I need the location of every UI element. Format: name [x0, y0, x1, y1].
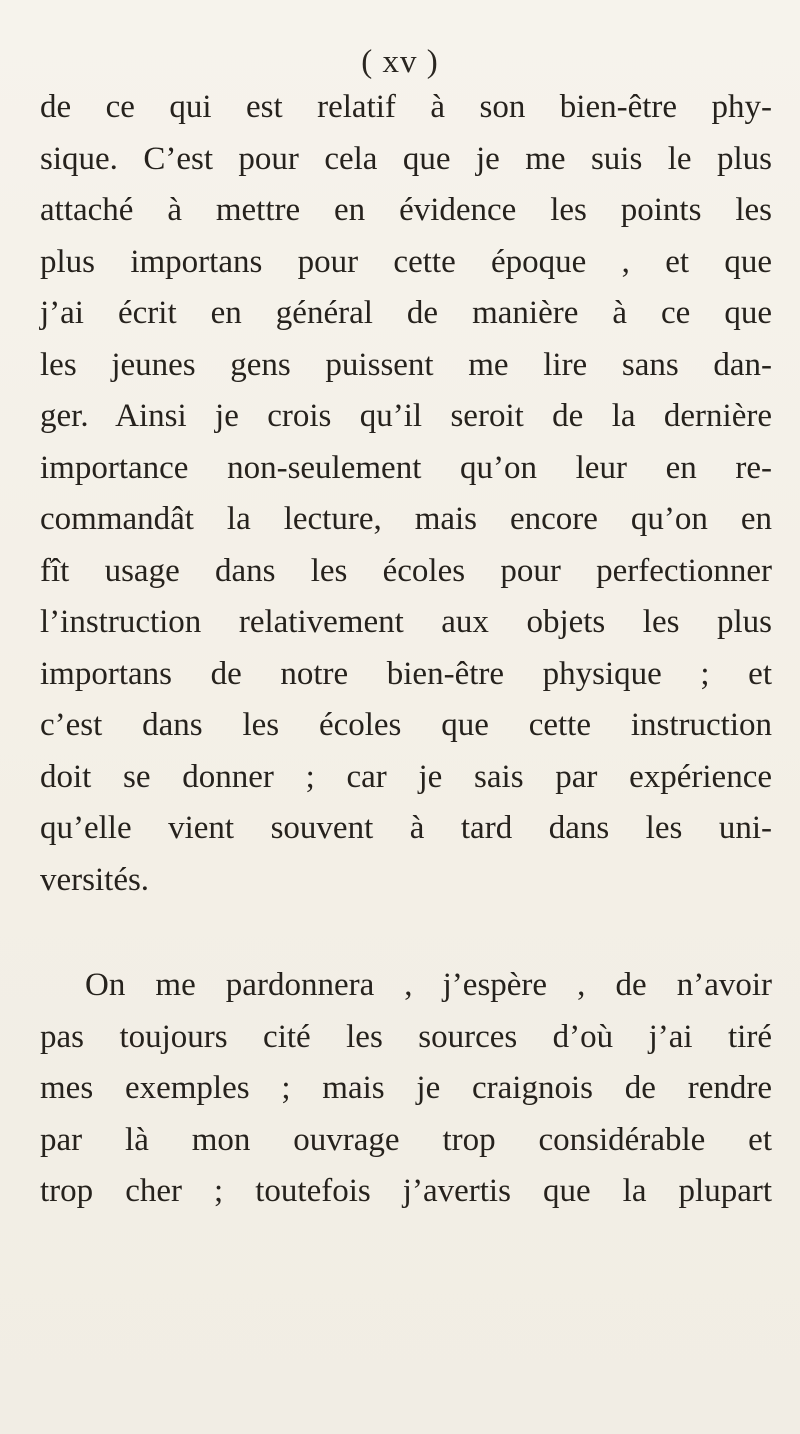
text-line: plus importans pour cette époque , et que — [40, 243, 772, 280]
text-line: sique. C’est pour cela que je me suis le plus — [40, 140, 772, 177]
text-line: versités. — [40, 861, 150, 898]
text-line: mes exemples ; mais je craignois de rendre — [40, 1070, 772, 1106]
text-line: ger. Ainsi je crois qu’il seroit de la dernière — [40, 398, 772, 434]
body-text — [40, 82, 772, 1218]
text-line: fît usage dans les écoles pour perfectionner — [40, 552, 772, 589]
paragraph-gap — [40, 906, 772, 960]
page-number: ( xv ) — [361, 44, 439, 80]
text-line: commandât la lecture, mais encore qu’on en — [40, 501, 772, 537]
text-line: c’est dans les écoles que cette instruction — [40, 707, 772, 743]
text-line: par là mon ouvrage trop considérable et — [40, 1121, 772, 1158]
text-line: importans de notre bien-être physique ; et — [40, 655, 772, 692]
text-line: attaché à mettre en évidence les points les — [40, 192, 772, 228]
text-line: les jeunes gens puissent me lire sans dan- — [40, 346, 772, 383]
text-line: qu’elle vient souvent à tard dans les uni- — [40, 810, 772, 846]
text-line: doit se donner ; car je sais par expérience — [40, 758, 772, 795]
text-line: j’ai écrit en général de manière à ce que — [40, 295, 772, 331]
text-line: de ce qui est relatif à son bien-être phy- — [40, 89, 772, 125]
text-line: On me pardonnera , j’espère , de n’avoir — [85, 967, 772, 1003]
text-line: trop cher ; toutefois j’avertis que la plupart — [40, 1173, 772, 1209]
text-line: l’instruction relativement aux objets les plus — [40, 604, 772, 640]
paragraph-1 — [40, 82, 772, 906]
paragraph-2 — [40, 960, 772, 1218]
text-line: pas toujours cité les sources d’où j’ai tiré — [40, 1018, 772, 1055]
text-line: importance non-seulement qu’on leur en re- — [40, 449, 772, 486]
